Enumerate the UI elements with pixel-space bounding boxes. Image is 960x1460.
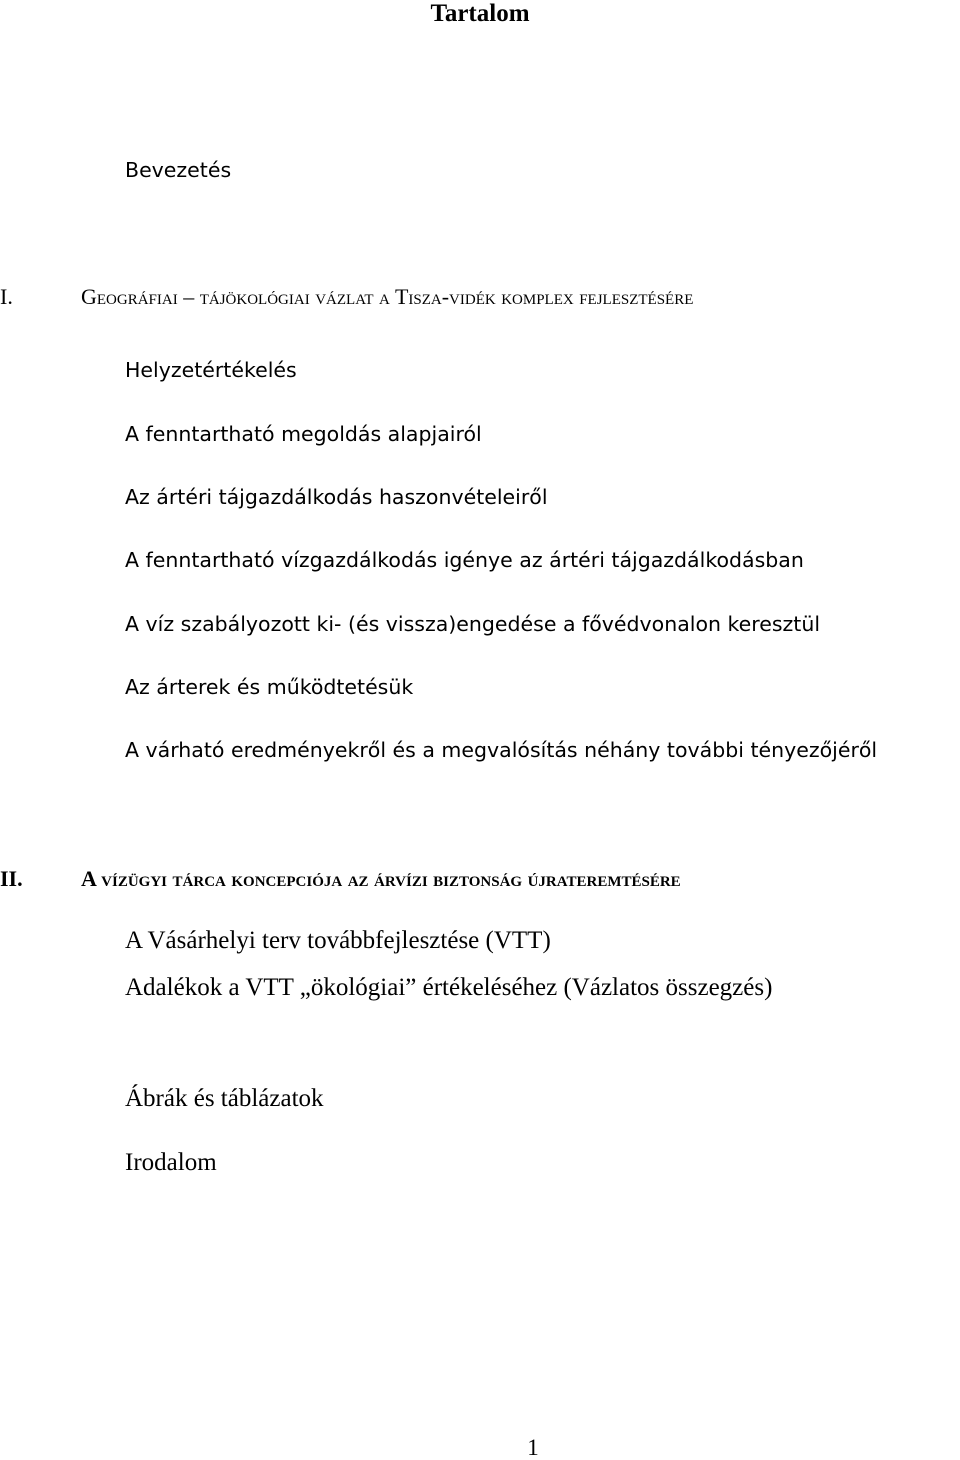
chapter-2-title[interactable]: A vízügyi tárca koncepciója az árvízi biztonság újrateremtésére	[81, 866, 681, 891]
toc-entry[interactable]: Helyzetértékelés	[125, 358, 297, 382]
toc-entry-bibliography[interactable]: Irodalom	[125, 1149, 217, 1176]
toc-entry[interactable]: A várható eredményekről és a megvalósítás néhány további tényezőjéről	[125, 738, 878, 762]
page-title: Tartalom	[430, 0, 530, 27]
toc-entry[interactable]: A fenntartható megoldás alapjairól	[125, 422, 482, 446]
toc-entry[interactable]: Az árterek és működtetésük	[125, 675, 414, 699]
chapter-1-title[interactable]: Geográfiai – tájökológiai vázlat a Tisza-vidék komplex fejlesztésére	[81, 284, 694, 309]
chapter-1-number: I.	[0, 284, 13, 309]
toc-entry[interactable]: Az ártéri tájgazdálkodás haszonvételeiről	[125, 485, 548, 509]
toc-entry[interactable]: A fenntartható vízgazdálkodás igénye az ártéri tájgazdálkodásban	[125, 548, 804, 572]
toc-entry-introduction[interactable]: Bevezetés	[125, 158, 232, 182]
page-number: 1	[527, 1435, 539, 1460]
toc-entry[interactable]: Adalékok a VTT „ökológiai” értékeléséhez (Vázlatos összegzés)	[125, 974, 773, 1001]
chapter-2-number: II.	[0, 866, 23, 891]
toc-entry[interactable]: A víz szabályozott ki- (és vissza)engedése a fővédvonalon keresztül	[125, 612, 821, 636]
toc-entry[interactable]: A Vásárhelyi terv továbbfejlesztése (VTT)	[125, 927, 551, 954]
toc-entry-figures-tables[interactable]: Ábrák és táblázatok	[125, 1085, 324, 1112]
